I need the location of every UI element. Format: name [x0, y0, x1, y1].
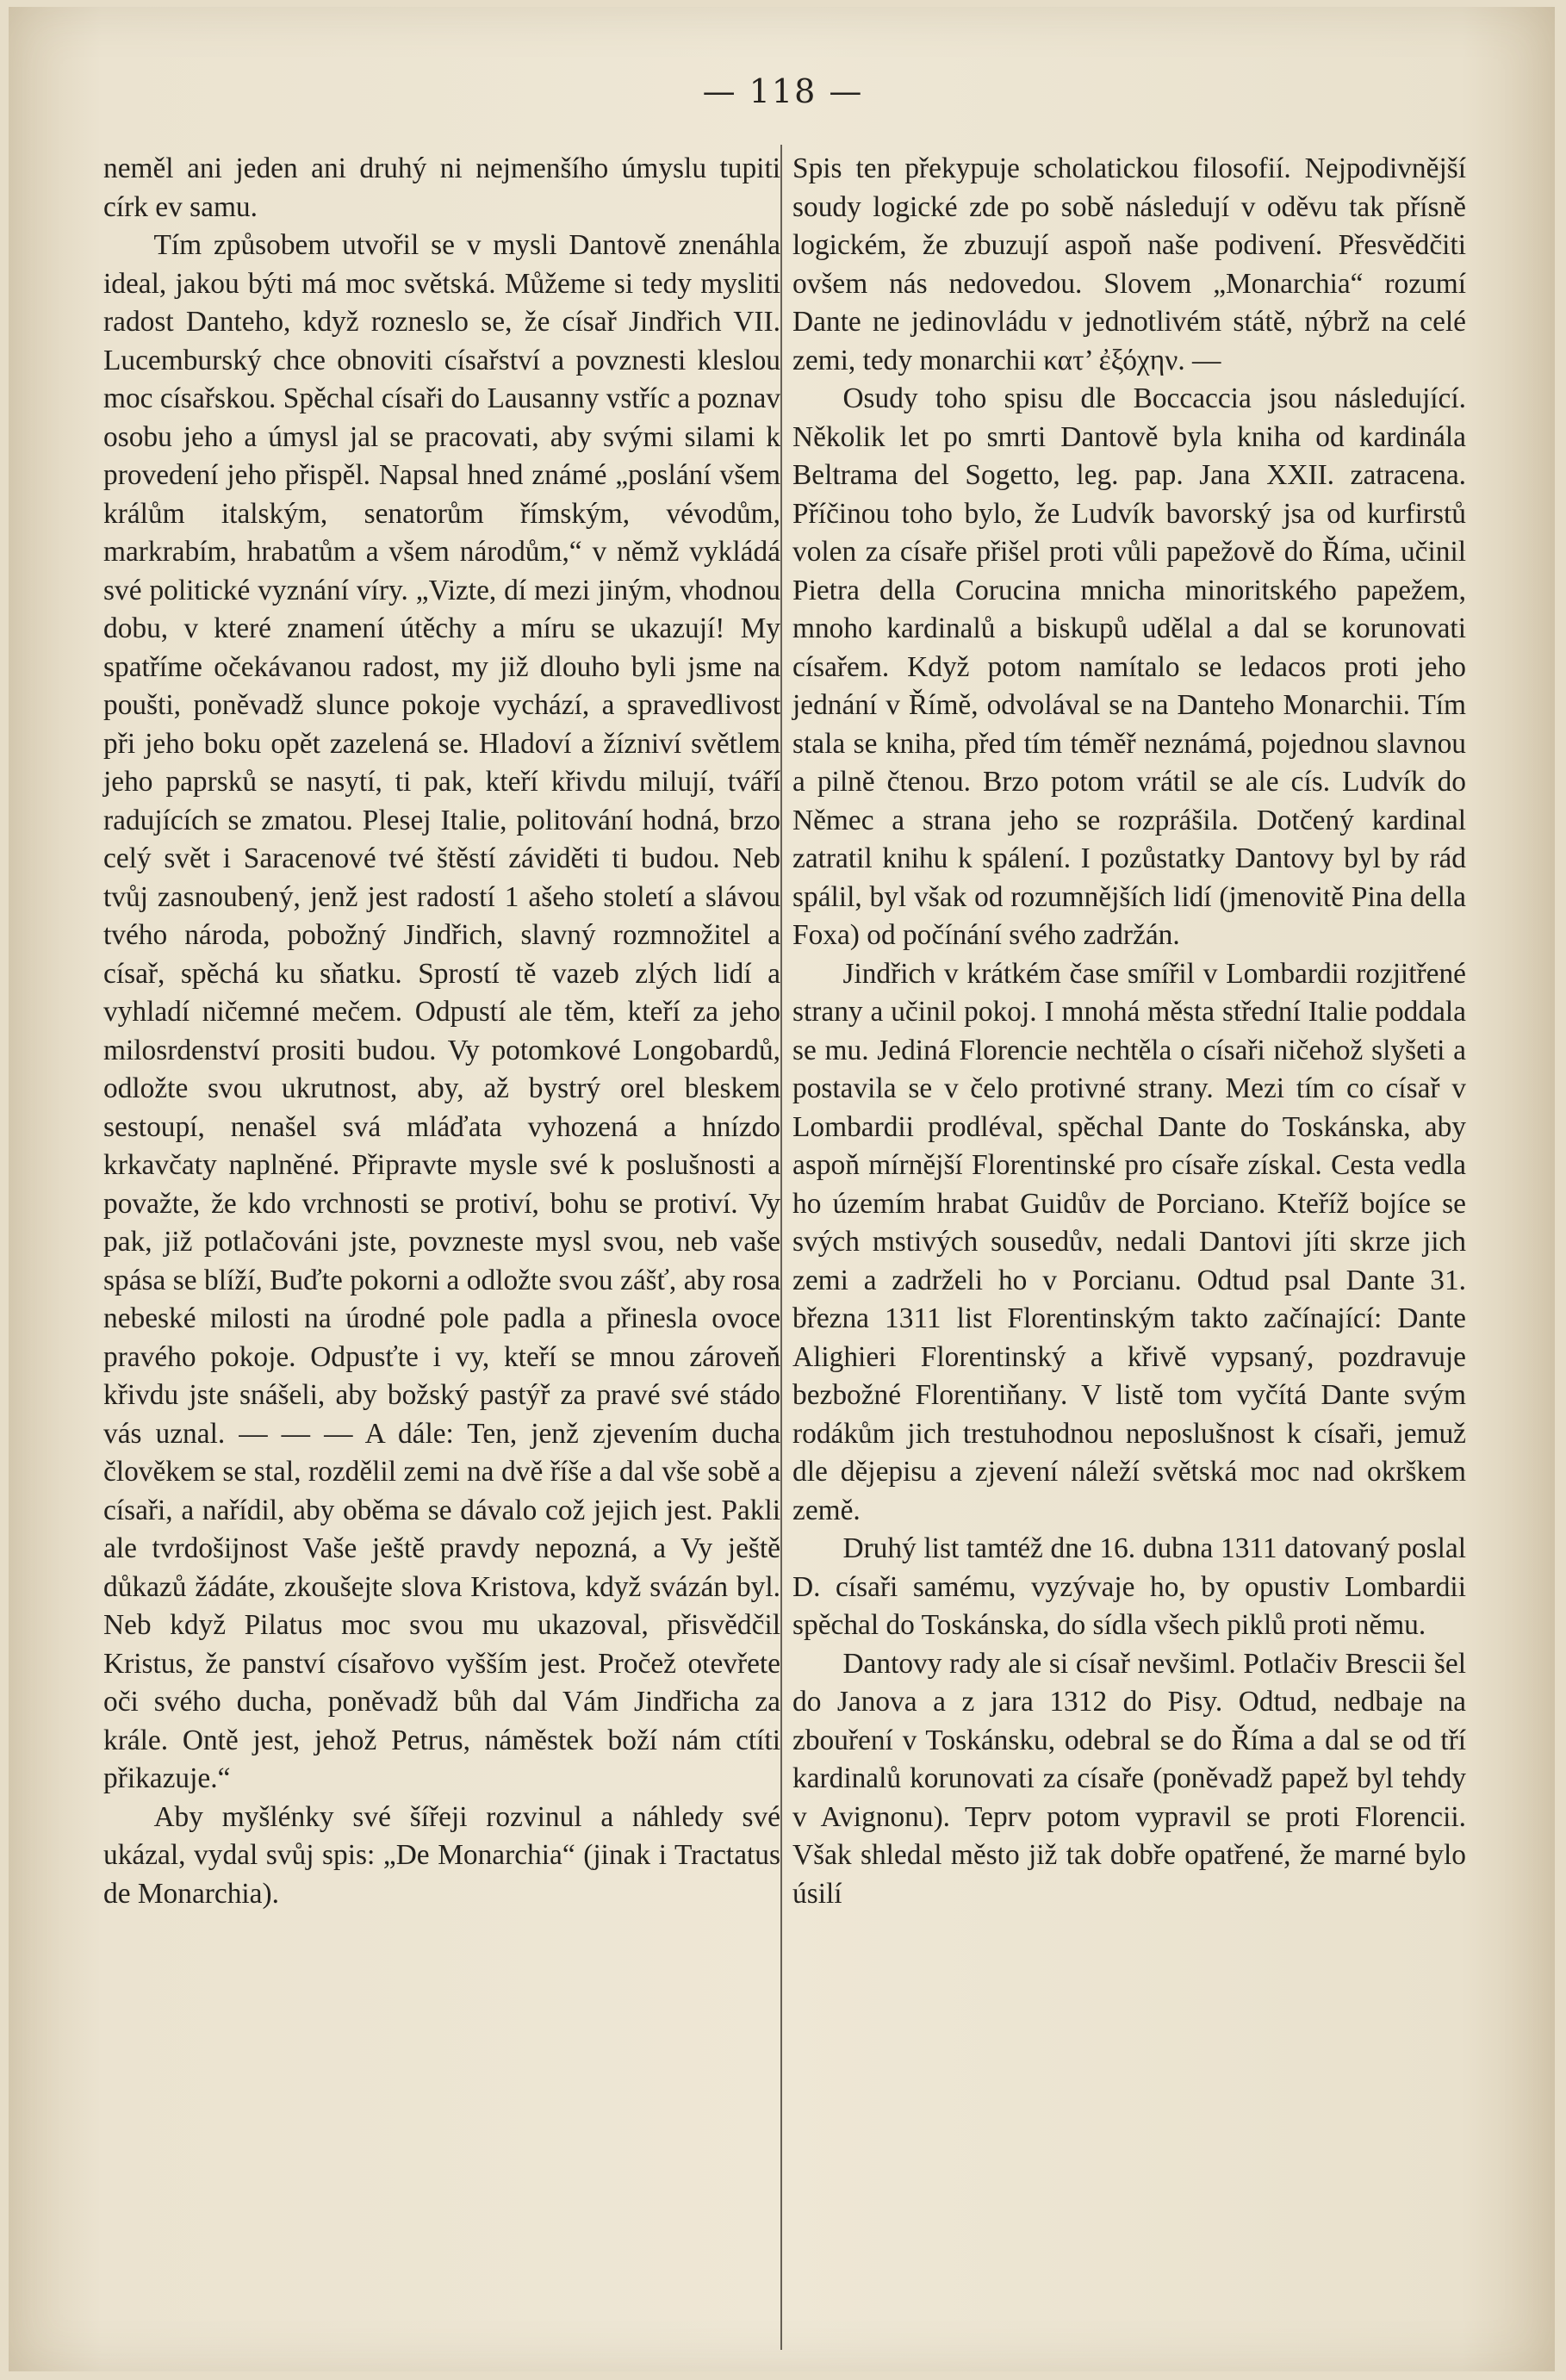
paragraph: Jindřich v krátkém čase smířil v Lombardii rozjitřené strany a učinil pokoj. I mnohá města střední Italie poddala se mu. Jediná Florencie nechtěla o císaři ničehož slyšeti a postavila se v čelo protivné strany. Mezi tím co císař v Lombardii prodléval, spěchal Dante do Toskánska, aby aspoň mírnější Florentinské pro císaře získal. Cesta vedla ho územím hrabat Guidův de Porciano. Kteříž bojíce se svých mstivých sousedův, nedali Dantovi jíti skrze jich zemi a zadrželi ho v Porcianu. Odtud psal Dante 31. března 1311 list Florentinským takto začínající: Dante Alighieri Florentinský a křivě vypsaný, pozdravuje bezbožné Florentiňany. V listě tom vyčítá Dante svým rodákům jich trestuhodnou neposlušnost k císaři, jemuž dle dějepisu a zjevení náleží světská moc nad okrškem země. [792, 957, 1466, 1526]
right-column [792, 150, 1466, 1913]
paragraph: Tím způsobem utvořil se v mysli Dantově znenáhla ideal, jakou býti má moc světská. Můžeme si tedy mysliti radost Danteho, když rozneslo se, že císař Jindřich VII. Lucemburský chce obnoviti císařství a povznesti kleslou moc císařskou. Spěchal císaři do Lausanny vstříc a poznav osobu jeho a úmysl jal se pracovati, aby svými silami k provedení jeho přispěl. Napsal hned známé „poslání všem králům italským, senatorům římským, vévodům, markrabím, hrabatům a všem národům,“ v němž vykládá své politické vyznání víry. „Vizte, dí mezi jiným, vhodnou dobu, v které znamení útěchy a míru se ukazují! My spatříme očekávanou radost, my již dlouho byli jsme na poušti, poněvadž slunce pokoje vychází, a spravedlivost při jeho boku opět zazelená se. Hladoví a žízniví světlem jeho paprsků se nasytí, ti pak, kteří křivdu milují, tváří radujících se zmatou. Plesej Italie, politování hodná, brzo celý svět i Saracenové tvé štěstí záviděti ti budou. Neb tvůj zasnoubený, jenž jest radostí 1 ašeho století a slávou tvého národa, pobožný Jindřich, slavný rozmnožitel a císař, spěchá ku sňatku. Sprostí tě vazeb zlých lidí a vyhladí ničemné mečem. Odpustí ale těm, kteří za jeho milosrdenství prositi budou. Vy potomkové Longobardů, odložte svou ukrutnost, aby, až bystrý orel bleskem sestoupí, nenašel svá mláďata vyhozená a hnízdo krkavčaty naplněné. Připravte mysle své k poslušnosti a považte, že kdo vrchnosti se protiví, bohu se protiví. Vy pak, již potlačováni jste, povzneste mysl svou, neb vaše spása se blíží, Buďte pokorni a odložte svou zášť, aby rosa nebeské milosti na úrodné pole padla a přinesla ovoce pravého pokoje. Odpusťte i vy, kteří se mnou zároveň křivdu jste snášeli, aby božský pastýř za pravé své stádo vás uznal. — — — A dále: Ten, jenž zjevením ducha člověkem se stal, rozdělil zemi na dvě říše a dal vše sobě a císaři, a nařídil, aby oběma se dávalo což jejich jest. Pakli ale tvrdošijnost Vaše ještě pravdy nepozná, a Vy ještě důkazů žádáte, zkoušejte slova Kristova, když svázán byl. Neb když Pilatus moc svou mu ukazoval, přisvědčil Kristus, že panství císařovo vyšším jest. Pročež otevřete oči svého ducha, poněvadž bůh dal Vám Jindřicha za krále. Ontě jest, jehož Petrus, náměstek boží nám ctíti přikazuje.“ [103, 229, 780, 1794]
paragraph: Aby myšlénky své šířeji rozvinul a náhledy své ukázal, vydal svůj spis: „De Monarchia“ (jinak i Tractatus de Monarchia). [103, 1800, 780, 1910]
column-divider [780, 145, 782, 2350]
page-number: — 118 — [702, 72, 864, 110]
paragraph: neměl ani jeden ani druhý ni nejmenšího úmyslu tupiti círk ev samu. [103, 152, 780, 223]
paragraph: Spis ten překypuje scholatickou filosofií. Nejpodivnější soudy logické zde po sobě následují v oděvu tak přísně logickém, že zbuzují aspoň naše podivení. Přesvědčiti ovšem nás nedovedou. Slovem „Monarchia“ rozumí Dante ne jedinovládu v jednotlivém státě, nýbrž na celé zemi, tedy monarchii κατ’ ἐξόχην. — [792, 152, 1466, 376]
paragraph: Druhý list tamtéž dne 16. dubna 1311 datovaný poslal D. císaři samému, vyzývaje ho, by opustiv Lombardii spěchal do Toskánska, do sídla všech piklů proti němu. [792, 1532, 1466, 1641]
left-column [103, 150, 780, 1913]
paragraph: Osudy toho spisu dle Boccaccia jsou následující. Několik let po smrti Dantově byla kniha od kardinála Beltrama del Sogetto, leg. pap. Jana XXII. zatracena. Příčinou toho bylo, že Ludvík bavorský jsa od kurfirstů volen za císaře přišel proti vůli papežově do Říma, učinil Pietra della Corucina mnicha minoritského papežem, mnoho kardinalů a biskupů udělal a dal se korunovati císařem. Když potom namítalo se ledacos proti jeho jednání v Římě, odvolával se na Danteho Monarchii. Tím stala se kniha, před tím téměř neznámá, pojednou slavnou a pilně čtenou. Brzo potom vrátil se ale cís. Ludvík do Němec a strana jeho se rozprášila. Dotčený kardinal zatratil knihu k spálení. I pozůstatky Dantovy byl by rád spálil, byl však od rozumnějších lidí (jmenovitě Pina della Foxa) od počínání svého zadržán. [792, 382, 1466, 951]
paragraph: Dantovy rady ale si císař nevšiml. Potlačiv Brescii šel do Janova a z jara 1312 do Pisy. Odtud, nedbaje na zbouření v Toskánsku, odebral se do Říma a dal se od tří kardinalů korunovati za císaře (poněvadž papež byl tehdy v Avignonu). Teprv potom vypravil se proti Florencii. Však shledal město již tak dobře opatřené, že marné bylo úsilí [792, 1647, 1466, 1910]
